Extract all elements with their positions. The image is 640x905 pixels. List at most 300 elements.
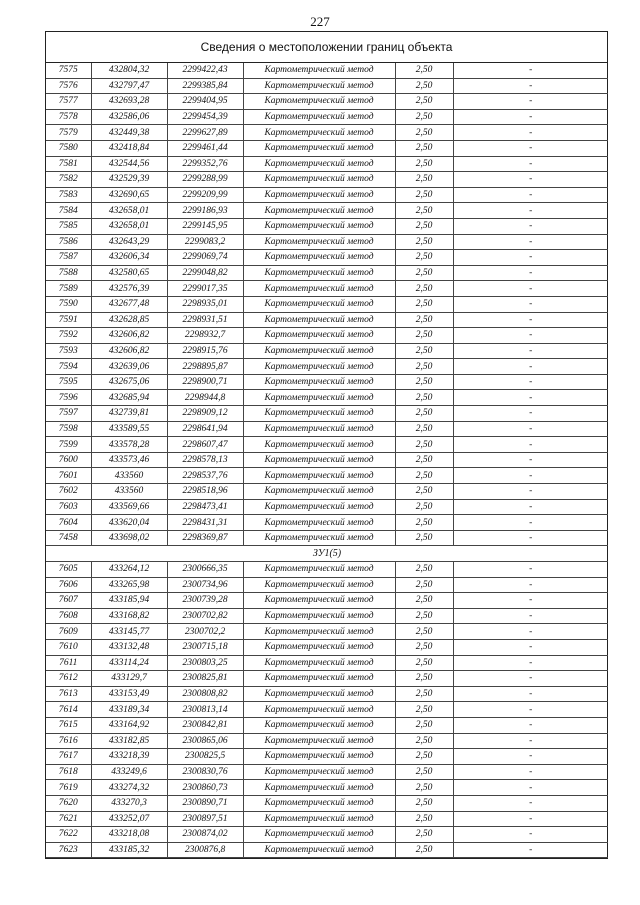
y-coordinate-cell: 2300803,25 <box>167 655 243 671</box>
y-coordinate-cell: 2300734,96 <box>167 577 243 593</box>
table-row <box>46 686 608 702</box>
method-cell: Картометрический метод <box>243 811 395 827</box>
y-coordinate-cell: 2299288,99 <box>167 172 243 188</box>
method-cell: Картометрический метод <box>243 655 395 671</box>
x-coordinate-cell: 433264,12 <box>91 562 167 578</box>
description-cell: - <box>453 390 608 406</box>
point-number-cell: 7576 <box>46 78 91 94</box>
description-cell: - <box>453 842 608 858</box>
x-coordinate-cell: 433132,48 <box>91 639 167 655</box>
method-cell: Картометрический метод <box>243 639 395 655</box>
method-cell: Картометрический метод <box>243 515 395 531</box>
description-cell: - <box>453 343 608 359</box>
y-coordinate-cell: 2299385,84 <box>167 78 243 94</box>
description-cell: - <box>453 125 608 141</box>
y-coordinate-cell: 2300666,35 <box>167 562 243 578</box>
method-cell: Картометрический метод <box>243 608 395 624</box>
table-row <box>46 733 608 749</box>
y-coordinate-cell: 2298473,41 <box>167 499 243 515</box>
table-row <box>46 140 608 156</box>
x-coordinate-cell: 432639,06 <box>91 359 167 375</box>
description-cell: - <box>453 717 608 733</box>
y-coordinate-cell: 2298935,01 <box>167 296 243 312</box>
y-coordinate-cell: 2298900,71 <box>167 374 243 390</box>
description-cell: - <box>453 608 608 624</box>
description-cell: - <box>453 593 608 609</box>
table-row <box>46 639 608 655</box>
method-cell: Картометрический метод <box>243 733 395 749</box>
x-coordinate-cell: 432677,48 <box>91 296 167 312</box>
method-cell: Картометрический метод <box>243 109 395 125</box>
method-cell: Картометрический метод <box>243 686 395 702</box>
x-coordinate-cell: 432643,29 <box>91 234 167 250</box>
table-row <box>46 780 608 796</box>
accuracy-cell: 2,50 <box>395 562 453 578</box>
point-number-cell: 7599 <box>46 437 91 453</box>
method-cell: Картометрический метод <box>243 795 395 811</box>
table-row <box>46 655 608 671</box>
y-coordinate-cell: 2300813,14 <box>167 702 243 718</box>
point-number-cell: 7622 <box>46 827 91 843</box>
point-number-cell: 7586 <box>46 234 91 250</box>
accuracy-cell: 2,50 <box>395 780 453 796</box>
description-cell: - <box>453 156 608 172</box>
table-row <box>46 702 608 718</box>
x-coordinate-cell: 433218,08 <box>91 827 167 843</box>
boundary-table-frame <box>45 31 608 859</box>
description-cell: - <box>453 328 608 344</box>
table-row <box>46 717 608 733</box>
y-coordinate-cell: 2299145,95 <box>167 218 243 234</box>
method-cell: Картометрический метод <box>243 250 395 266</box>
accuracy-cell: 2,50 <box>395 608 453 624</box>
method-cell: Картометрический метод <box>243 374 395 390</box>
x-coordinate-cell: 433560 <box>91 468 167 484</box>
x-coordinate-cell: 432685,94 <box>91 390 167 406</box>
description-cell: - <box>453 452 608 468</box>
x-coordinate-cell: 433274,32 <box>91 780 167 796</box>
point-number-cell: 7602 <box>46 484 91 500</box>
table-row <box>46 484 608 500</box>
table-row <box>46 468 608 484</box>
x-coordinate-cell: 433578,28 <box>91 437 167 453</box>
x-coordinate-cell: 433589,55 <box>91 421 167 437</box>
table-row <box>46 452 608 468</box>
x-coordinate-cell: 433218,39 <box>91 749 167 765</box>
x-coordinate-cell: 433189,34 <box>91 702 167 718</box>
point-number-cell: 7620 <box>46 795 91 811</box>
description-cell: - <box>453 374 608 390</box>
x-coordinate-cell: 433249,6 <box>91 764 167 780</box>
method-cell: Картометрический метод <box>243 530 395 546</box>
accuracy-cell: 2,50 <box>395 296 453 312</box>
description-cell: - <box>453 312 608 328</box>
table-row <box>46 250 608 266</box>
description-cell: - <box>453 811 608 827</box>
x-coordinate-cell: 432418,84 <box>91 140 167 156</box>
accuracy-cell: 2,50 <box>395 437 453 453</box>
method-cell: Картометрический метод <box>243 63 395 78</box>
table-row <box>46 109 608 125</box>
point-number-cell: 7601 <box>46 468 91 484</box>
method-cell: Картометрический метод <box>243 717 395 733</box>
method-cell: Картометрический метод <box>243 452 395 468</box>
table-row <box>46 312 608 328</box>
x-coordinate-cell: 432690,65 <box>91 187 167 203</box>
table-row <box>46 624 608 640</box>
x-coordinate-cell: 433185,32 <box>91 842 167 858</box>
description-cell: - <box>453 250 608 266</box>
x-coordinate-cell: 432797,47 <box>91 78 167 94</box>
description-cell: - <box>453 187 608 203</box>
point-number-cell: 7600 <box>46 452 91 468</box>
description-cell: - <box>453 296 608 312</box>
accuracy-cell: 2,50 <box>395 343 453 359</box>
description-cell: - <box>453 78 608 94</box>
description-cell: - <box>453 140 608 156</box>
method-cell: Картометрический метод <box>243 842 395 858</box>
point-number-cell: 7618 <box>46 764 91 780</box>
y-coordinate-cell: 2299352,76 <box>167 156 243 172</box>
x-coordinate-cell: 432529,39 <box>91 172 167 188</box>
accuracy-cell: 2,50 <box>395 281 453 297</box>
method-cell: Картометрический метод <box>243 296 395 312</box>
y-coordinate-cell: 2299083,2 <box>167 234 243 250</box>
x-coordinate-cell: 432544,56 <box>91 156 167 172</box>
method-cell: Картометрический метод <box>243 437 395 453</box>
table-row <box>46 671 608 687</box>
description-cell: - <box>453 702 608 718</box>
accuracy-cell: 2,50 <box>395 63 453 78</box>
table-row <box>46 749 608 765</box>
description-cell: - <box>453 530 608 546</box>
description-cell: - <box>453 218 608 234</box>
y-coordinate-cell: 2298431,31 <box>167 515 243 531</box>
x-coordinate-cell: 433620,04 <box>91 515 167 531</box>
y-coordinate-cell: 2300860,73 <box>167 780 243 796</box>
point-number-cell: 7579 <box>46 125 91 141</box>
y-coordinate-cell: 2300865,06 <box>167 733 243 749</box>
description-cell: - <box>453 421 608 437</box>
description-cell: - <box>453 484 608 500</box>
method-cell: Картометрический метод <box>243 78 395 94</box>
method-cell: Картометрический метод <box>243 749 395 765</box>
method-cell: Картометрический метод <box>243 421 395 437</box>
method-cell: Картометрический метод <box>243 827 395 843</box>
accuracy-cell: 2,50 <box>395 733 453 749</box>
description-cell: - <box>453 234 608 250</box>
accuracy-cell: 2,50 <box>395 156 453 172</box>
description-cell: - <box>453 499 608 515</box>
accuracy-cell: 2,50 <box>395 717 453 733</box>
accuracy-cell: 2,50 <box>395 78 453 94</box>
point-number-cell: 7605 <box>46 562 91 578</box>
x-coordinate-cell: 432580,65 <box>91 265 167 281</box>
accuracy-cell: 2,50 <box>395 452 453 468</box>
description-cell: - <box>453 795 608 811</box>
table-row <box>46 156 608 172</box>
method-cell: Картометрический метод <box>243 359 395 375</box>
accuracy-cell: 2,50 <box>395 421 453 437</box>
x-coordinate-cell: 433698,02 <box>91 530 167 546</box>
y-coordinate-cell: 2300874,02 <box>167 827 243 843</box>
point-number-cell: 7458 <box>46 530 91 546</box>
point-number-cell: 7593 <box>46 343 91 359</box>
point-number-cell: 7577 <box>46 94 91 110</box>
table-row <box>46 842 608 858</box>
description-cell: - <box>453 733 608 749</box>
accuracy-cell: 2,50 <box>395 218 453 234</box>
accuracy-cell: 2,50 <box>395 702 453 718</box>
accuracy-cell: 2,50 <box>395 639 453 655</box>
point-number-cell: 7589 <box>46 281 91 297</box>
x-coordinate-cell: 433114,24 <box>91 655 167 671</box>
point-number-cell: 7588 <box>46 265 91 281</box>
description-cell: - <box>453 281 608 297</box>
y-coordinate-cell: 2298537,76 <box>167 468 243 484</box>
table-row <box>46 187 608 203</box>
method-cell: Картометрический метод <box>243 780 395 796</box>
table-row <box>46 827 608 843</box>
x-coordinate-cell: 433569,66 <box>91 499 167 515</box>
y-coordinate-cell: 2300702,2 <box>167 624 243 640</box>
method-cell: Картометрический метод <box>243 94 395 110</box>
method-cell: Картометрический метод <box>243 671 395 687</box>
y-coordinate-cell: 2300830,76 <box>167 764 243 780</box>
accuracy-cell: 2,50 <box>395 203 453 219</box>
x-coordinate-cell: 433270,3 <box>91 795 167 811</box>
accuracy-cell: 2,50 <box>395 827 453 843</box>
x-coordinate-cell: 432606,82 <box>91 343 167 359</box>
table-row <box>46 530 608 546</box>
description-cell: - <box>453 562 608 578</box>
accuracy-cell: 2,50 <box>395 125 453 141</box>
y-coordinate-cell: 2299461,44 <box>167 140 243 156</box>
y-coordinate-cell: 2298931,51 <box>167 312 243 328</box>
x-coordinate-cell: 433153,49 <box>91 686 167 702</box>
point-number-cell: 7616 <box>46 733 91 749</box>
table-row <box>46 811 608 827</box>
point-number-cell: 7603 <box>46 499 91 515</box>
table-row <box>46 218 608 234</box>
method-cell: Картометрический метод <box>243 499 395 515</box>
point-number-cell: 7623 <box>46 842 91 858</box>
method-cell: Картометрический метод <box>243 484 395 500</box>
accuracy-cell: 2,50 <box>395 842 453 858</box>
point-number-cell: 7609 <box>46 624 91 640</box>
method-cell: Картометрический метод <box>243 281 395 297</box>
x-coordinate-cell: 433185,94 <box>91 593 167 609</box>
y-coordinate-cell: 2298895,87 <box>167 359 243 375</box>
description-cell: - <box>453 749 608 765</box>
description-cell: - <box>453 671 608 687</box>
y-coordinate-cell: 2298607,47 <box>167 437 243 453</box>
table-row <box>46 593 608 609</box>
description-cell: - <box>453 639 608 655</box>
x-coordinate-cell: 433168,82 <box>91 608 167 624</box>
description-cell: - <box>453 203 608 219</box>
table-row <box>46 406 608 422</box>
x-coordinate-cell: 433573,46 <box>91 452 167 468</box>
method-cell: Картометрический метод <box>243 156 395 172</box>
table-row <box>46 172 608 188</box>
y-coordinate-cell: 2299404,95 <box>167 94 243 110</box>
section-label: ЗУ1(5) <box>46 546 608 562</box>
point-number-cell: 7591 <box>46 312 91 328</box>
point-number-cell: 7598 <box>46 421 91 437</box>
y-coordinate-cell: 2300702,82 <box>167 608 243 624</box>
y-coordinate-cell: 2300825,81 <box>167 671 243 687</box>
table-row <box>46 437 608 453</box>
accuracy-cell: 2,50 <box>395 515 453 531</box>
x-coordinate-cell: 432658,01 <box>91 218 167 234</box>
description-cell: - <box>453 827 608 843</box>
accuracy-cell: 2,50 <box>395 499 453 515</box>
accuracy-cell: 2,50 <box>395 811 453 827</box>
y-coordinate-cell: 2299454,39 <box>167 109 243 125</box>
x-coordinate-cell: 432449,38 <box>91 125 167 141</box>
method-cell: Картометрический метод <box>243 390 395 406</box>
method-cell: Картометрический метод <box>243 312 395 328</box>
description-cell: - <box>453 468 608 484</box>
y-coordinate-cell: 2298578,13 <box>167 452 243 468</box>
y-coordinate-cell: 2300808,82 <box>167 686 243 702</box>
table-row <box>46 499 608 515</box>
description-cell: - <box>453 265 608 281</box>
method-cell: Картометрический метод <box>243 234 395 250</box>
point-number-cell: 7617 <box>46 749 91 765</box>
accuracy-cell: 2,50 <box>395 374 453 390</box>
x-coordinate-cell: 432804,32 <box>91 63 167 78</box>
point-number-cell: 7610 <box>46 639 91 655</box>
y-coordinate-cell: 2298932,7 <box>167 328 243 344</box>
method-cell: Картометрический метод <box>243 172 395 188</box>
y-coordinate-cell: 2300842,81 <box>167 717 243 733</box>
accuracy-cell: 2,50 <box>395 172 453 188</box>
point-number-cell: 7590 <box>46 296 91 312</box>
method-cell: Картометрический метод <box>243 764 395 780</box>
table-row <box>46 795 608 811</box>
accuracy-cell: 2,50 <box>395 390 453 406</box>
table-row <box>46 203 608 219</box>
method-cell: Картометрический метод <box>243 328 395 344</box>
x-coordinate-cell: 433182,85 <box>91 733 167 749</box>
point-number-cell: 7619 <box>46 780 91 796</box>
x-coordinate-cell: 433145,77 <box>91 624 167 640</box>
accuracy-cell: 2,50 <box>395 764 453 780</box>
description-cell: - <box>453 686 608 702</box>
y-coordinate-cell: 2299069,74 <box>167 250 243 266</box>
point-number-cell: 7613 <box>46 686 91 702</box>
coordinates-table-body <box>46 63 608 858</box>
description-cell: - <box>453 437 608 453</box>
point-number-cell: 7583 <box>46 187 91 203</box>
method-cell: Картометрический метод <box>243 125 395 141</box>
accuracy-cell: 2,50 <box>395 109 453 125</box>
y-coordinate-cell: 2299017,35 <box>167 281 243 297</box>
table-row <box>46 296 608 312</box>
point-number-cell: 7575 <box>46 63 91 78</box>
description-cell: - <box>453 63 608 78</box>
table-row <box>46 359 608 375</box>
y-coordinate-cell: 2298641,94 <box>167 421 243 437</box>
accuracy-cell: 2,50 <box>395 577 453 593</box>
description-cell: - <box>453 94 608 110</box>
method-cell: Картометрический метод <box>243 203 395 219</box>
method-cell: Картометрический метод <box>243 562 395 578</box>
point-number-cell: 7606 <box>46 577 91 593</box>
point-number-cell: 7604 <box>46 515 91 531</box>
description-cell: - <box>453 577 608 593</box>
y-coordinate-cell: 2299186,93 <box>167 203 243 219</box>
x-coordinate-cell: 432675,06 <box>91 374 167 390</box>
point-number-cell: 7592 <box>46 328 91 344</box>
method-cell: Картометрический метод <box>243 468 395 484</box>
point-number-cell: 7608 <box>46 608 91 624</box>
accuracy-cell: 2,50 <box>395 749 453 765</box>
table-row <box>46 265 608 281</box>
description-cell: - <box>453 764 608 780</box>
table-row <box>46 577 608 593</box>
description-cell: - <box>453 780 608 796</box>
method-cell: Картометрический метод <box>243 343 395 359</box>
x-coordinate-cell: 432576,39 <box>91 281 167 297</box>
method-cell: Картометрический метод <box>243 593 395 609</box>
y-coordinate-cell: 2299209,99 <box>167 187 243 203</box>
x-coordinate-cell: 432739,81 <box>91 406 167 422</box>
table-row <box>46 390 608 406</box>
method-cell: Картометрический метод <box>243 624 395 640</box>
x-coordinate-cell: 432693,28 <box>91 94 167 110</box>
x-coordinate-cell: 432586,06 <box>91 109 167 125</box>
table-row <box>46 343 608 359</box>
y-coordinate-cell: 2300876,8 <box>167 842 243 858</box>
point-number-cell: 7584 <box>46 203 91 219</box>
accuracy-cell: 2,50 <box>395 655 453 671</box>
table-row <box>46 94 608 110</box>
x-coordinate-cell: 433129,7 <box>91 671 167 687</box>
accuracy-cell: 2,50 <box>395 593 453 609</box>
description-cell: - <box>453 515 608 531</box>
y-coordinate-cell: 2300825,5 <box>167 749 243 765</box>
table-row <box>46 764 608 780</box>
accuracy-cell: 2,50 <box>395 328 453 344</box>
point-number-cell: 7595 <box>46 374 91 390</box>
x-coordinate-cell: 433252,07 <box>91 811 167 827</box>
method-cell: Картометрический метод <box>243 406 395 422</box>
method-cell: Картометрический метод <box>243 702 395 718</box>
table-row <box>46 608 608 624</box>
description-cell: - <box>453 109 608 125</box>
table-row <box>46 125 608 141</box>
x-coordinate-cell: 433265,98 <box>91 577 167 593</box>
y-coordinate-cell: 2299627,89 <box>167 125 243 141</box>
x-coordinate-cell: 433560 <box>91 484 167 500</box>
point-number-cell: 7587 <box>46 250 91 266</box>
accuracy-cell: 2,50 <box>395 94 453 110</box>
accuracy-cell: 2,50 <box>395 468 453 484</box>
y-coordinate-cell: 2298518,96 <box>167 484 243 500</box>
table-row <box>46 374 608 390</box>
y-coordinate-cell: 2298369,87 <box>167 530 243 546</box>
accuracy-cell: 2,50 <box>395 530 453 546</box>
method-cell: Картометрический метод <box>243 218 395 234</box>
point-number-cell: 7614 <box>46 702 91 718</box>
y-coordinate-cell: 2300739,28 <box>167 593 243 609</box>
table-row <box>46 78 608 94</box>
page-number: 227 <box>310 14 330 29</box>
y-coordinate-cell: 2298909,12 <box>167 406 243 422</box>
